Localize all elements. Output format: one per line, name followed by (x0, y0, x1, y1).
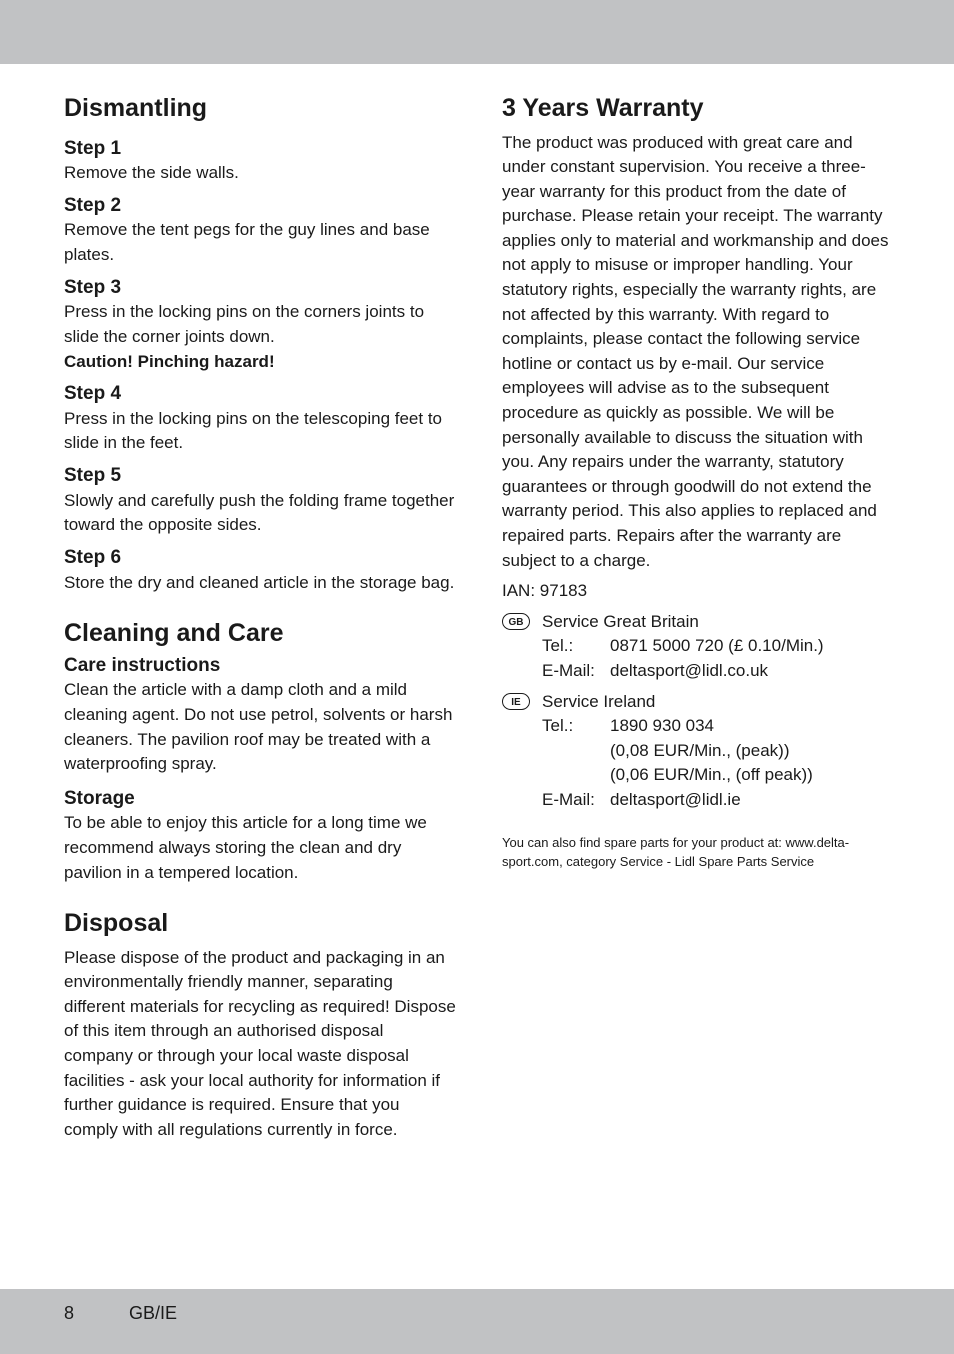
step-text: Press in the locking pins on the telescoping feet to slide in the feet. (64, 408, 443, 453)
tel-label: Tel.: (542, 636, 574, 656)
warranty-text: The product was produced with great care and under constant supervision. You receive a three-year warranty for this product from the date of purchase. Please retain your receipt. The warranty applies only to material and workmanship and does not apply to misuse or improper handling. Your statutory rights, especially the warranty rights, are not affected by this warranty. With regard to complaints, please contact the following service hotline or contact us by e-mail. Our service employees will advise as to the subsequent procedure as quickly as possible. We will be personally available to discuss the situation with you. Any repairs under the warranty, statutory guarantees or through goodwill do not extend the warranty period. This also applies to replaced and repaired parts. Repairs after the warranty are subject to a charge. (502, 132, 889, 570)
caution-warning: Caution! Pinching hazard! (64, 351, 275, 371)
cleaning-heading: Cleaning and Care (64, 619, 284, 648)
storage-text: To be able to enjoy this article for a long time we recommend always storing the clean and dry pavilion in a tempered location. (64, 813, 427, 882)
language-code: GB/IE (129, 1303, 178, 1323)
tel-offpeak-rate: (0,06 EUR/Min., (off peak)) (610, 765, 813, 785)
gb-badge-icon: GB (502, 613, 530, 630)
left-column (64, 92, 456, 1142)
step-title: Step 5 (64, 465, 122, 486)
tel-number: 0871 5000 720 (£ 0.10/Min.) (610, 636, 824, 656)
dismantling-heading: Dismantling (64, 94, 208, 122)
page-number: 8 (64, 1303, 75, 1323)
disposal-text: Please dispose of the product and packaging in an environmentally friendly manner, separating different materials for recycling as required! Dispose of this item through an authorised disposal company or through your local waste disposal facilities - ask your local authority for information if further guidance is required. Ensure that you comply with all regulations currently in force. (64, 947, 456, 1139)
email-address: deltasport@lidl.co.uk (610, 660, 769, 680)
tel-peak-rate: (0,08 EUR/Min., (peak)) (610, 740, 790, 760)
email-label: E-Mail: (542, 789, 595, 809)
warranty-heading: 3 Years Warranty (502, 94, 704, 122)
email-address: deltasport@lidl.ie (610, 789, 741, 809)
tel-label: Tel.: (542, 716, 574, 736)
ie-badge-icon: IE (502, 693, 530, 710)
step-1 (64, 137, 456, 186)
step-4 (64, 382, 456, 456)
disposal-section (64, 907, 456, 1142)
step-title: Step 4 (64, 383, 122, 405)
ian-number: IAN: 97183 (502, 581, 588, 601)
disposal-heading: Disposal (64, 909, 169, 938)
step-text: Store the dry and cleaned article in the storage bag. (64, 572, 455, 592)
step-2 (64, 194, 456, 268)
cleaning-section (64, 617, 456, 885)
step-title: Step 3 (64, 276, 122, 298)
email-label: E-Mail: (542, 660, 595, 680)
care-subheading: Care instructions (64, 654, 221, 676)
spare-parts-note: You can also find spare parts for your product at: www.delta-sport.com, category Service - Lidl Spare Parts Service (502, 834, 850, 869)
step-5 (64, 464, 456, 538)
step-text: Remove the side walls. (64, 163, 239, 183)
tel-number: 1890 930 034 (610, 716, 714, 736)
step-6 (64, 546, 456, 595)
service-name: Service Ireland (542, 691, 656, 711)
step-text: Slowly and carefully push the folding frame together toward the opposite sides. (64, 490, 455, 535)
step-title: Step 1 (64, 137, 122, 159)
service-gb (502, 610, 894, 684)
service-name: Service Great Britain (542, 611, 699, 631)
step-title: Step 6 (64, 546, 122, 568)
care-text: Clean the article with a damp cloth and a mild cleaning agent. Do not use petrol, solvents or harsh cleaners. The pavilion roof may be treated with a waterproofing spray. (64, 680, 453, 774)
step-text: Press in the locking pins on the corners joints to slide the corner joints down. (64, 302, 425, 346)
right-column (502, 92, 894, 871)
top-band (0, 0, 954, 64)
service-ie (502, 690, 894, 813)
step-text: Remove the tent pegs for the guy lines and base plates. (64, 220, 430, 265)
step-title: Step 2 (64, 194, 122, 216)
storage-subheading: Storage (64, 787, 135, 809)
step-3 (64, 276, 456, 374)
